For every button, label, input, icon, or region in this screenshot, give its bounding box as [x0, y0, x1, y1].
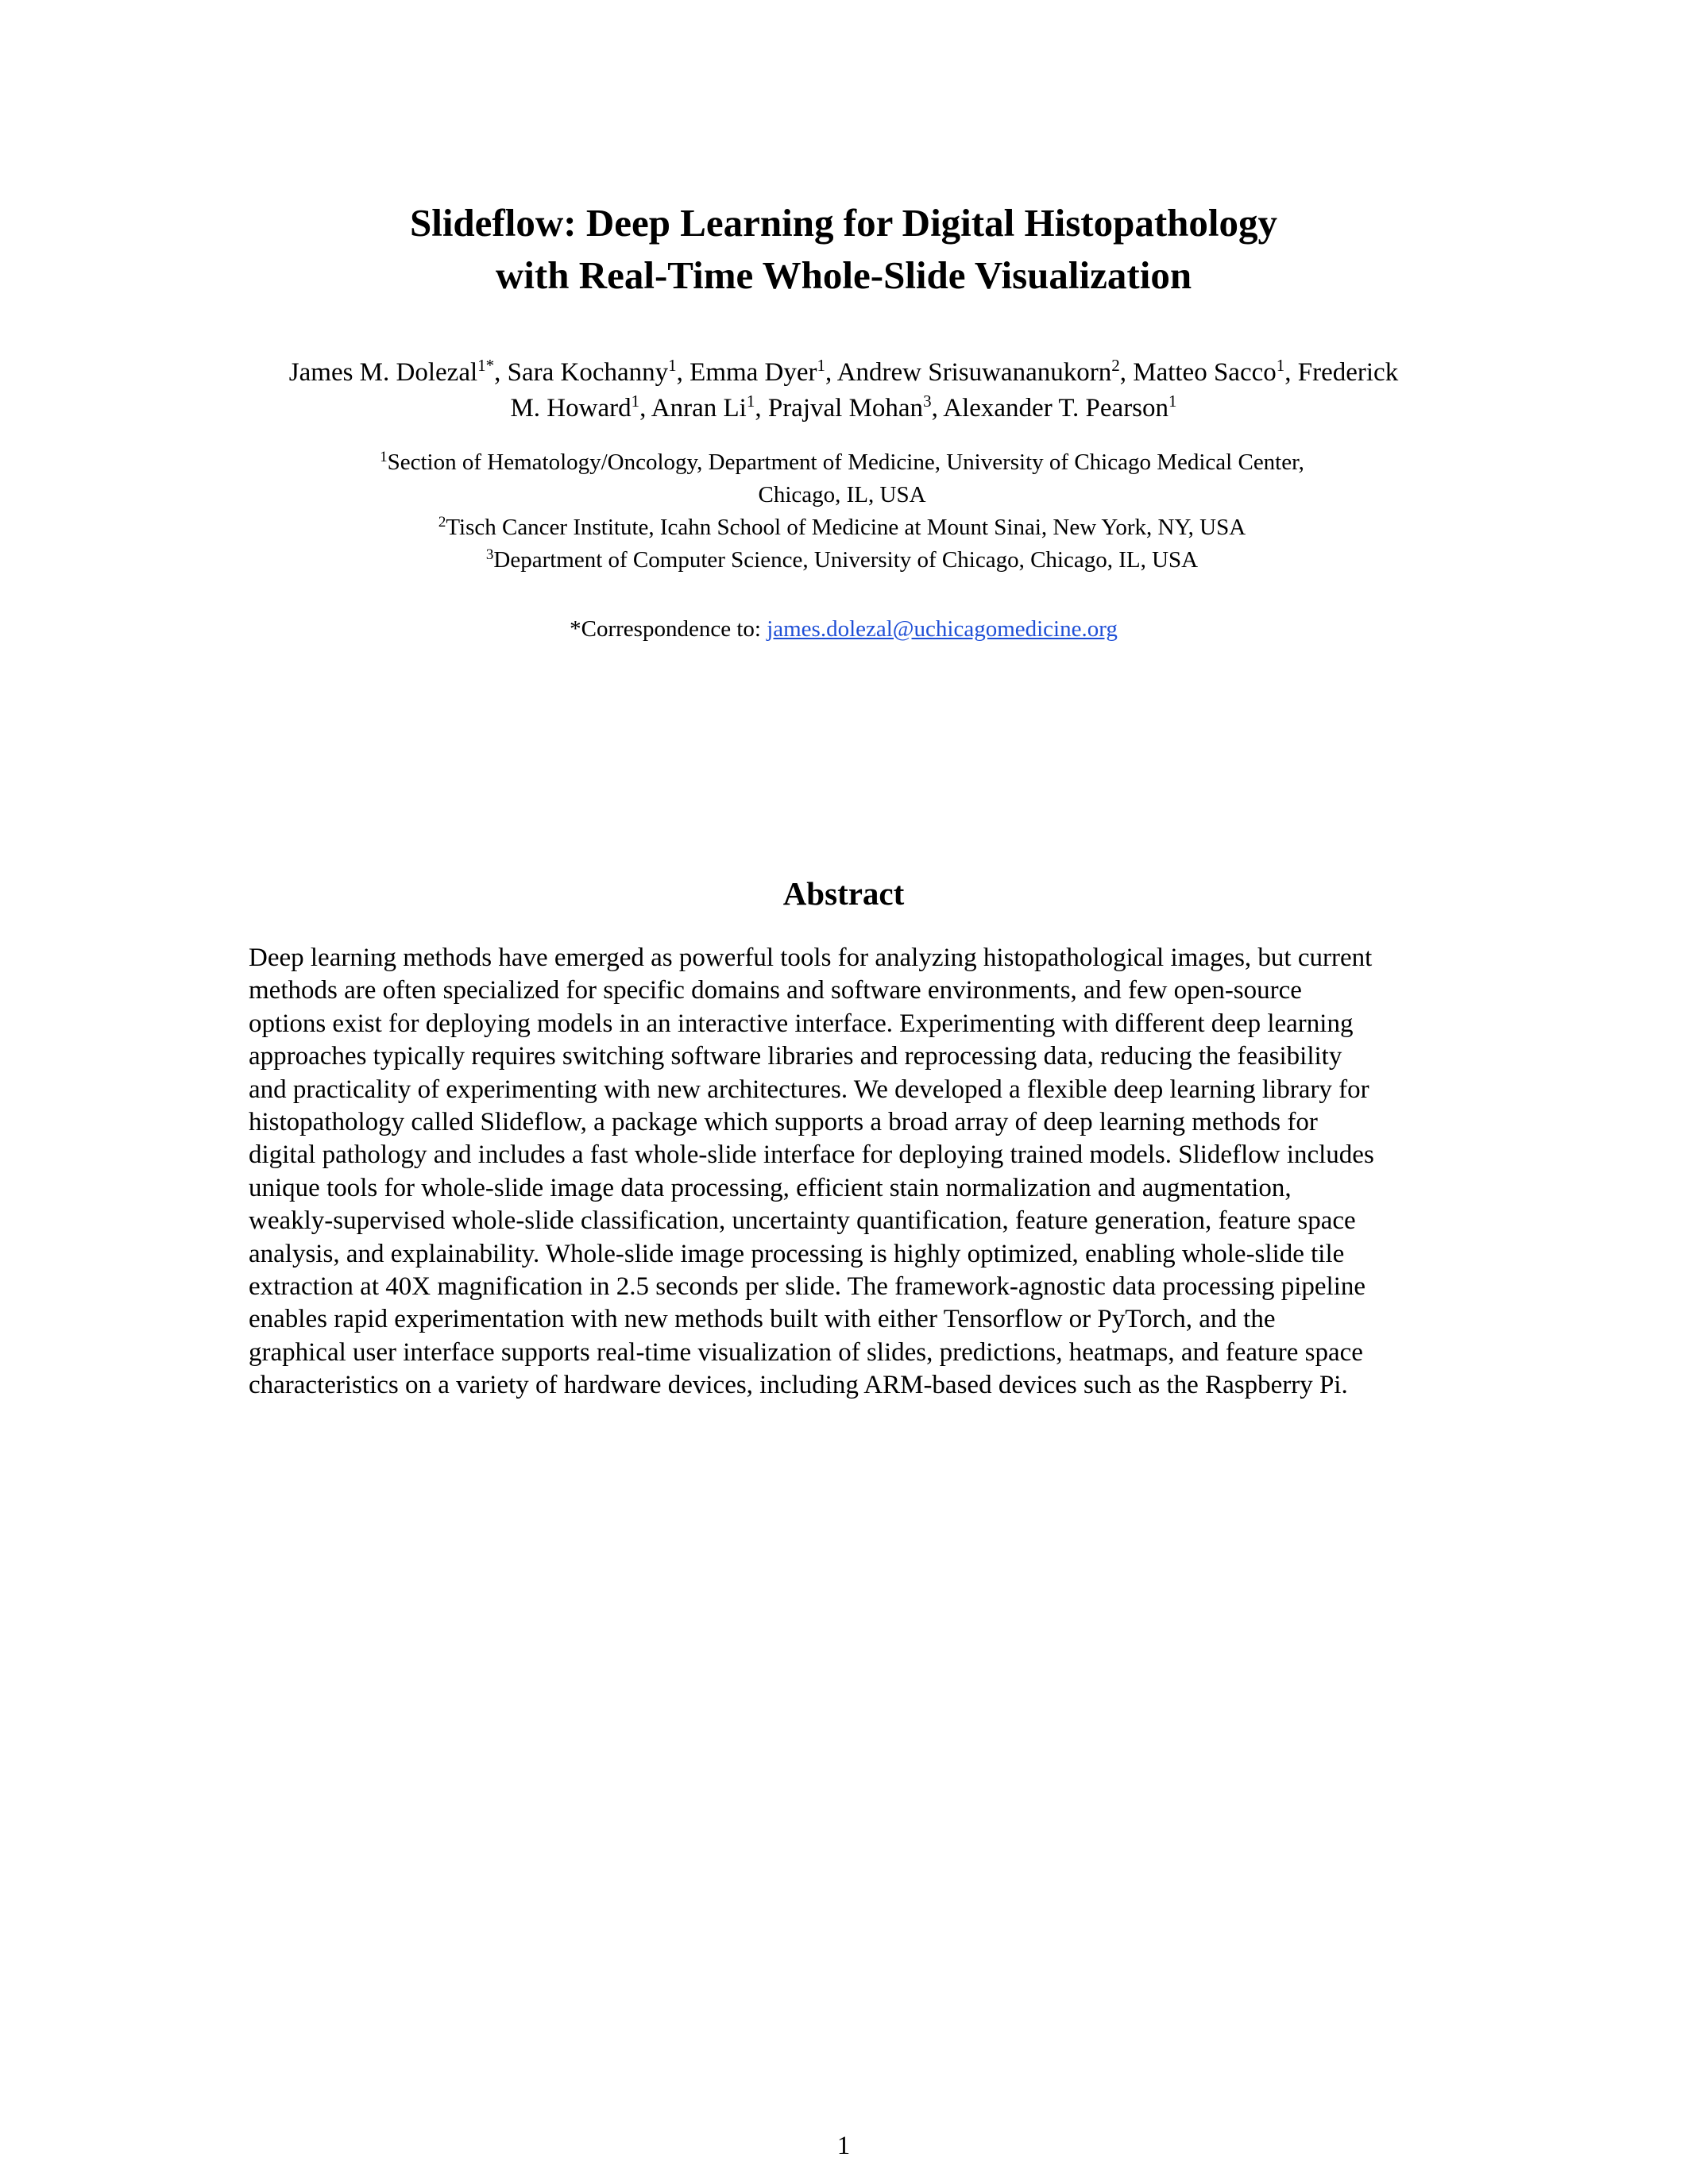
abstract-line: Deep learning methods have emerged as powerful tools for analyzing histopathological images, but current	[249, 943, 1373, 972]
author-separator: ,	[931, 394, 944, 423]
abstract-line: enables rapid experimentation with new methods built with either Tensorflow or PyTorch, and the	[249, 1305, 1276, 1334]
author-separator: ,	[825, 358, 837, 387]
abstract-line: graphical user interface supports real-time visualization of slides, predictions, heatmaps, and feature space	[249, 1337, 1363, 1367]
abstract-line: and practicality of experimenting with new architectures. We developed a flexible deep learning library for	[249, 1075, 1369, 1104]
author-affiliation-marker: 2	[1111, 356, 1120, 375]
affiliation-3	[318, 544, 1366, 577]
affiliation-1	[318, 446, 1366, 479]
affiliation-list	[318, 446, 1366, 577]
abstract-line: analysis, and explainability. Whole-slide image processing is highly optimized, enabling whole-slide tile	[249, 1239, 1345, 1268]
author-affiliation-marker: 1	[1276, 356, 1285, 375]
affiliation-text: Chicago, IL, USA	[758, 482, 926, 507]
author-separator: ,	[639, 394, 651, 423]
title-line-1: Slideflow: Deep Learning for Digital Histopathology	[409, 201, 1278, 245]
abstract-heading: Abstract	[782, 875, 905, 912]
affiliation-marker: 3	[485, 546, 494, 563]
author-name: Emma Dyer	[689, 358, 817, 387]
affiliation-text: Tisch Cancer Institute, Icahn School of Medicine at Mount Sinai, New York, NY, USA	[446, 515, 1246, 540]
abstract-line: methods are often specialized for specific domains and software environments, and few open-source	[249, 976, 1302, 1005]
author-name: Andrew Srisuwananukorn	[836, 358, 1112, 387]
author-list	[248, 355, 1439, 426]
affiliation-marker: 1	[380, 449, 388, 465]
author-affiliation-marker: 1	[631, 392, 640, 411]
author-line-1	[248, 355, 1439, 391]
author-name: M. Howard	[510, 394, 632, 423]
abstract-line: histopathology called Slideflow, a package which supports a broad array of deep learning methods for	[249, 1108, 1318, 1137]
author-name: Sara Kochanny	[507, 358, 669, 387]
title-line-2: with Real-Time Whole-Slide Visualization	[495, 253, 1192, 297]
affiliation-2	[318, 511, 1366, 544]
author-affiliation-marker: 1	[817, 356, 826, 375]
correspondence-label: *Correspondence to:	[570, 616, 767, 642]
abstract-line: digital pathology and includes a fast whole-slide interface for deploying trained models. Slideflow includes	[249, 1140, 1374, 1170]
author-name: Anran Li	[651, 394, 747, 423]
author-separator: , Frederick	[1284, 358, 1399, 387]
author-name: Prajval Mohan	[767, 394, 924, 423]
abstract-line: approaches typically requires switching software libraries and reprocessing data, reducing the feasibility	[249, 1042, 1342, 1071]
author-separator: ,	[1119, 358, 1134, 387]
author-affiliation-marker: 3	[923, 392, 932, 411]
author-affiliation-marker: 1*	[477, 356, 495, 375]
correspondence	[248, 613, 1439, 645]
author-separator: ,	[676, 358, 690, 387]
affiliation-text: Department of Computer Science, University of Chicago, Chicago, IL, USA	[493, 547, 1199, 573]
author-separator: ,	[755, 394, 768, 423]
author-name: James M. Dolezal	[288, 358, 478, 387]
author-affiliation-marker: 1	[746, 392, 755, 411]
abstract-line: options exist for deploying models in an interactive interface. Experimenting with different deep learning	[249, 1009, 1354, 1038]
affiliation-text: Section of Hematology/Oncology, Department of Medicine, University of Chicago Medical Center,	[387, 450, 1304, 475]
author-separator: ,	[494, 358, 508, 387]
abstract-line: weakly-supervised whole-slide classification, uncertainty quantification, feature generation, feature space	[249, 1206, 1356, 1236]
author-name: Alexander T. Pearson	[943, 394, 1169, 423]
page-number: 1	[836, 2132, 851, 2160]
abstract-line: unique tools for whole-slide image data processing, efficient stain normalization and augmentation,	[249, 1173, 1292, 1202]
abstract-body	[249, 942, 1440, 1403]
affiliation-marker: 2	[438, 514, 446, 531]
author-line-2	[248, 391, 1439, 426]
correspondence-email-link[interactable]: james.dolezal@uchicagomedicine.org	[767, 616, 1118, 642]
paper-title	[248, 197, 1439, 302]
author-affiliation-marker: 1	[668, 356, 677, 375]
abstract-line: characteristics on a variety of hardware devices, including ARM-based devices such as the Raspberry Pi.	[249, 1371, 1348, 1400]
author-affiliation-marker: 1	[1168, 392, 1177, 411]
affiliation-1-continued	[318, 479, 1366, 511]
author-name: Matteo Sacco	[1133, 358, 1277, 387]
abstract-line: extraction at 40X magnification in 2.5 seconds per slide. The framework-agnostic data processing pipeline	[249, 1272, 1366, 1302]
